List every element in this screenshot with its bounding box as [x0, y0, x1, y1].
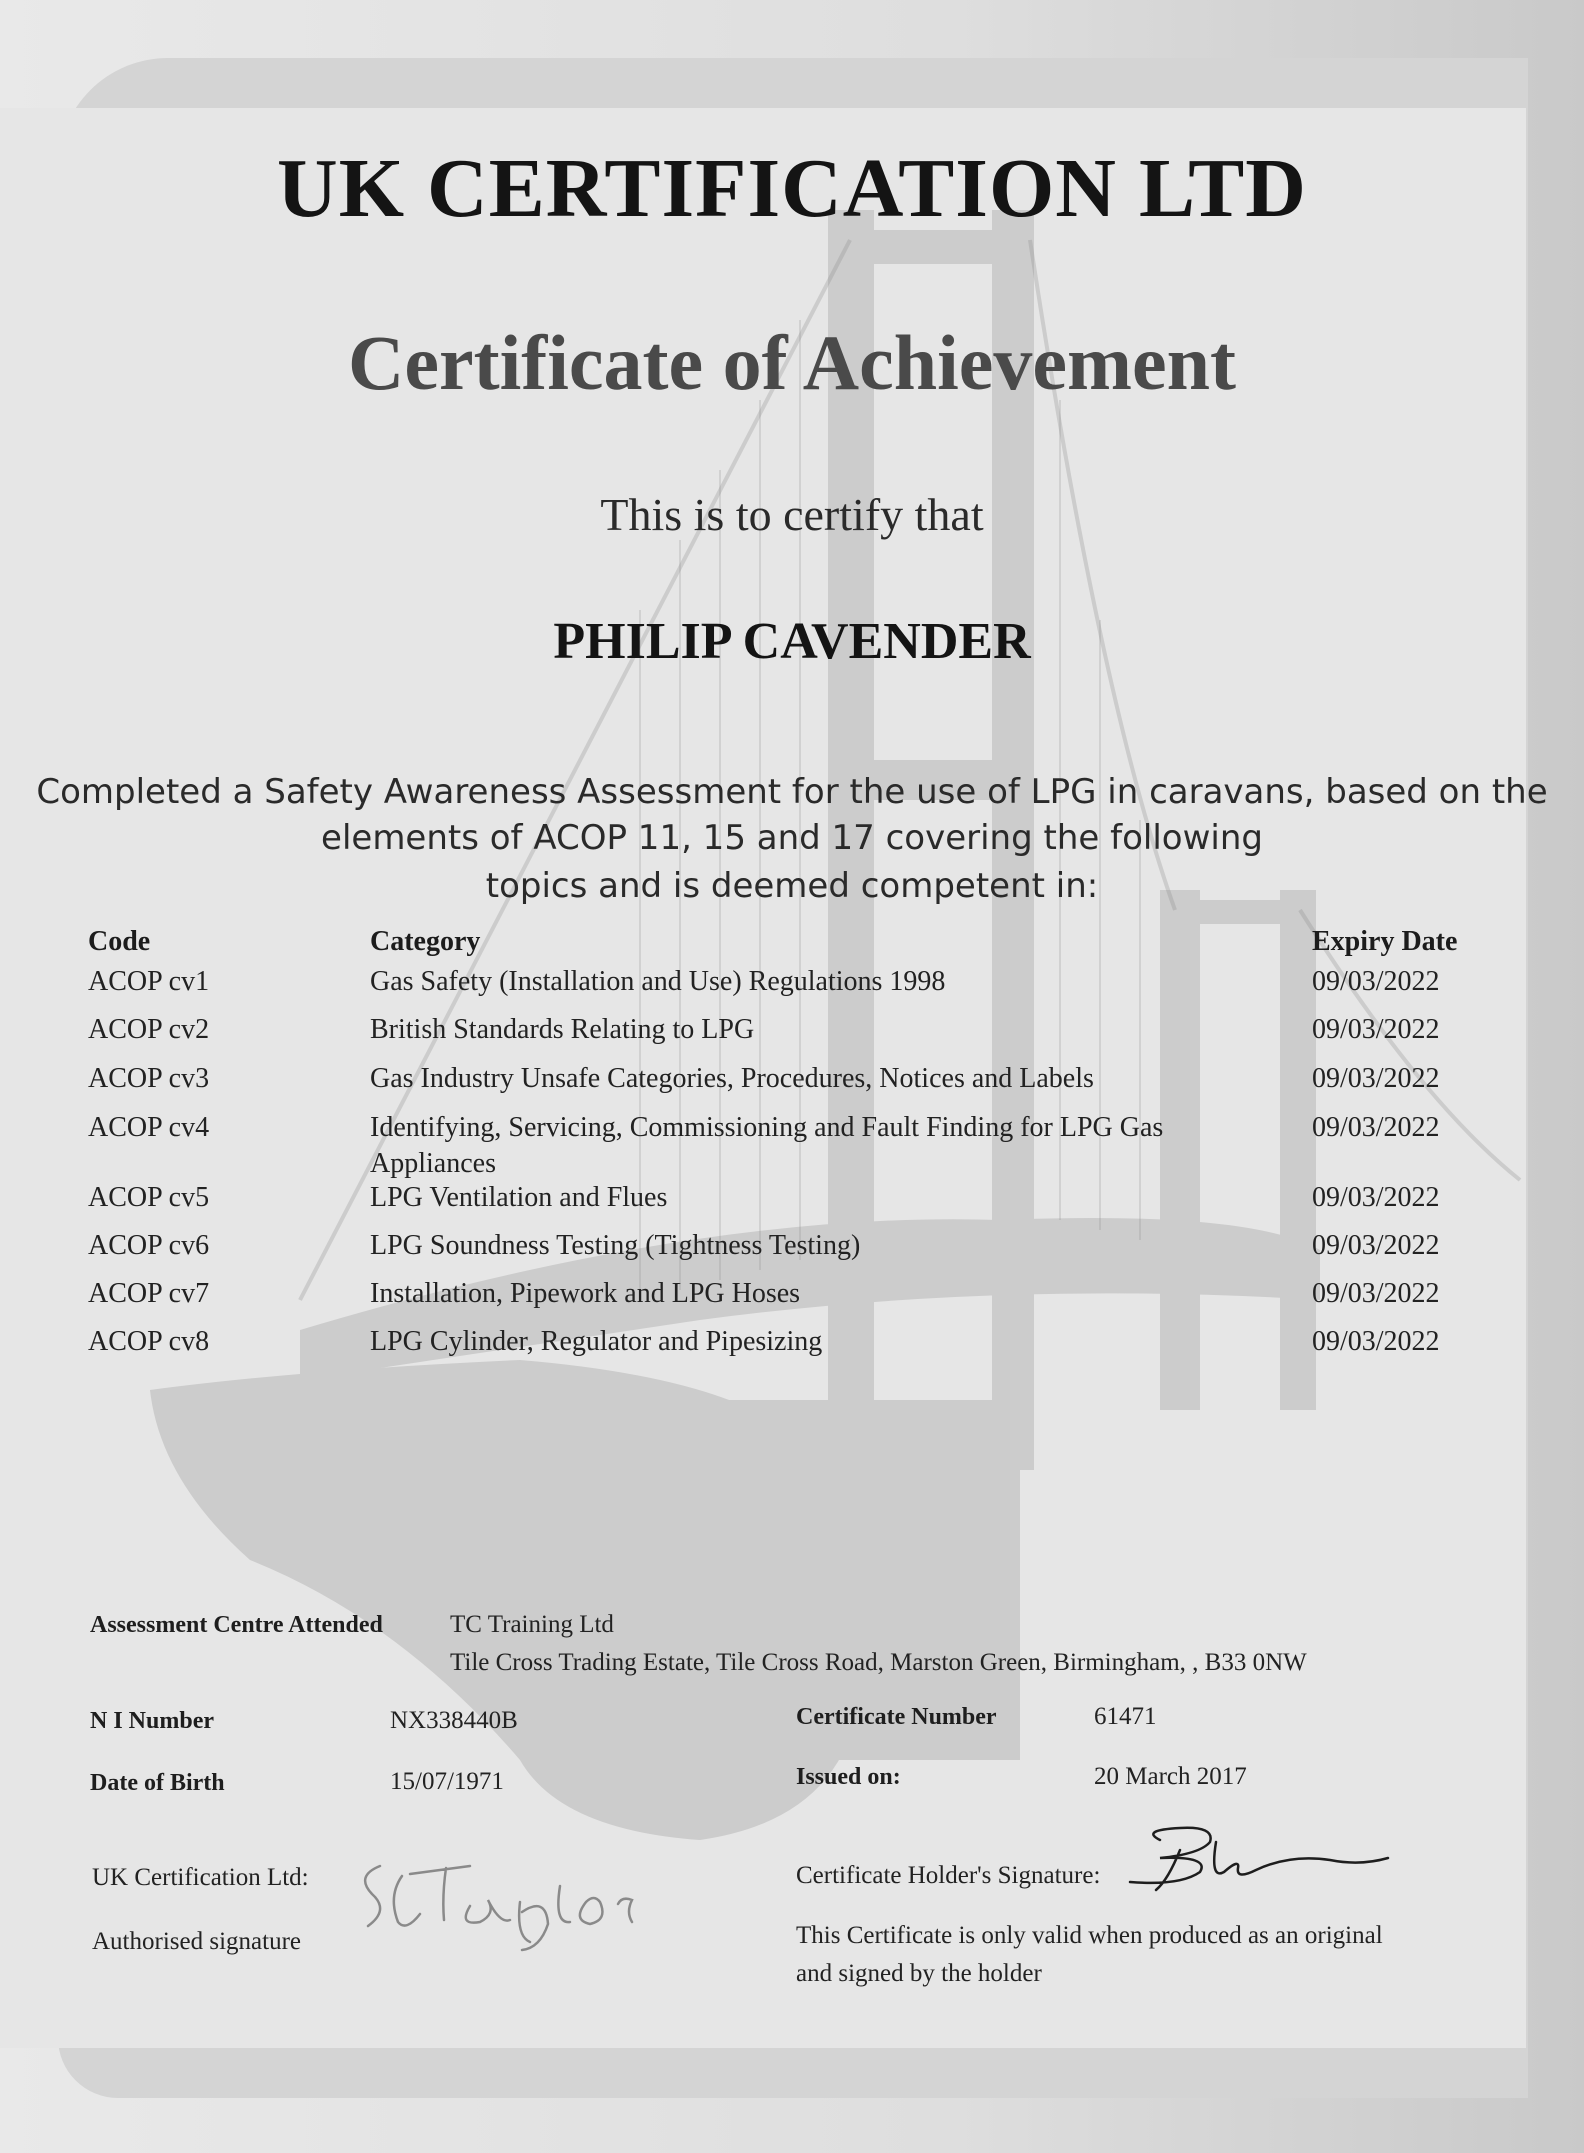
row-1-expiry: 09/03/2022	[1312, 966, 1440, 997]
row-4-category: Identifying, Servicing, Commissioning and Fault Finding for LPG Gas	[370, 1112, 1164, 1143]
ni-number-label: N I Number	[90, 1708, 214, 1734]
dob-value: 15/07/1971	[390, 1768, 504, 1795]
row-2-category: British Standards Relating to LPG	[370, 1014, 755, 1045]
row-2-code: ACOP cv2	[88, 1014, 210, 1045]
row-8-category: LPG Cylinder, Regulator and Pipesizing	[370, 1326, 823, 1357]
row-3-expiry: 09/03/2022	[1312, 1063, 1440, 1094]
description-line-1: Completed a Safety Awareness Assessment for the use of LPG in caravans, based on the	[36, 772, 1548, 812]
row-6-expiry: 09/03/2022	[1312, 1230, 1440, 1261]
row-1-category: Gas Safety (Installation and Use) Regulations 1998	[370, 966, 946, 997]
certificate-number-label: Certificate Number	[796, 1704, 997, 1730]
assessment-centre-address: Tile Cross Trading Estate, Tile Cross Road, Marston Green, Birmingham, , B33 0NW	[450, 1649, 1307, 1676]
row-5-category: LPG Ventilation and Flues	[370, 1182, 668, 1213]
row-5-expiry: 09/03/2022	[1312, 1182, 1440, 1213]
row-7-expiry: 09/03/2022	[1312, 1278, 1440, 1309]
holder-signature-label: Certificate Holder's Signature:	[796, 1862, 1101, 1889]
holder-name: PHILIP CAVENDER	[553, 613, 1031, 670]
holder-signature-image	[1120, 1820, 1400, 1900]
certificate-number-value: 61471	[1094, 1703, 1157, 1730]
table-header-code: Code	[88, 926, 151, 957]
issued-on-value: 20 March 2017	[1094, 1763, 1247, 1790]
table-header-category: Category	[370, 926, 481, 957]
certify-text: This is to certify that	[600, 489, 984, 540]
row-1-code: ACOP cv1	[88, 966, 210, 997]
row-4-category-continued: Appliances	[370, 1148, 496, 1179]
table-header-expiry: Expiry Date	[1312, 926, 1458, 957]
assessment-centre-label: Assessment Centre Attended	[90, 1612, 383, 1638]
row-8-expiry: 09/03/2022	[1312, 1326, 1440, 1357]
validity-note-line-2: and signed by the holder	[796, 1960, 1042, 1987]
ni-number-value: NX338440B	[390, 1707, 518, 1734]
row-3-category: Gas Industry Unsafe Categories, Procedures, Notices and Labels	[370, 1063, 1094, 1094]
issuer-signature-image	[350, 1836, 720, 1956]
row-4-expiry: 09/03/2022	[1312, 1112, 1440, 1143]
row-5-code: ACOP cv5	[88, 1182, 210, 1213]
certificate-title: Certificate of Achievement	[348, 319, 1236, 406]
row-8-code: ACOP cv8	[88, 1326, 210, 1357]
issuer-label: UK Certification Ltd:	[92, 1864, 309, 1891]
row-3-code: ACOP cv3	[88, 1063, 210, 1094]
authorised-signature-label: Authorised signature	[92, 1928, 301, 1955]
validity-note-line-1: This Certificate is only valid when produced as an original	[796, 1922, 1383, 1949]
description-line-2: elements of ACOP 11, 15 and 17 covering the following	[321, 818, 1263, 858]
issued-on-label: Issued on:	[796, 1764, 901, 1790]
row-6-category: LPG Soundness Testing (Tightness Testing)	[370, 1230, 861, 1261]
company-name: UK CERTIFICATION LTD	[277, 142, 1307, 235]
row-7-code: ACOP cv7	[88, 1278, 210, 1309]
row-7-category: Installation, Pipework and LPG Hoses	[370, 1278, 801, 1309]
row-2-expiry: 09/03/2022	[1312, 1014, 1440, 1045]
description-line-3: topics and is deemed competent in:	[485, 866, 1099, 906]
row-6-code: ACOP cv6	[88, 1230, 210, 1261]
assessment-centre-name: TC Training Ltd	[450, 1611, 614, 1638]
row-4-code: ACOP cv4	[88, 1112, 210, 1143]
dob-label: Date of Birth	[90, 1770, 225, 1796]
